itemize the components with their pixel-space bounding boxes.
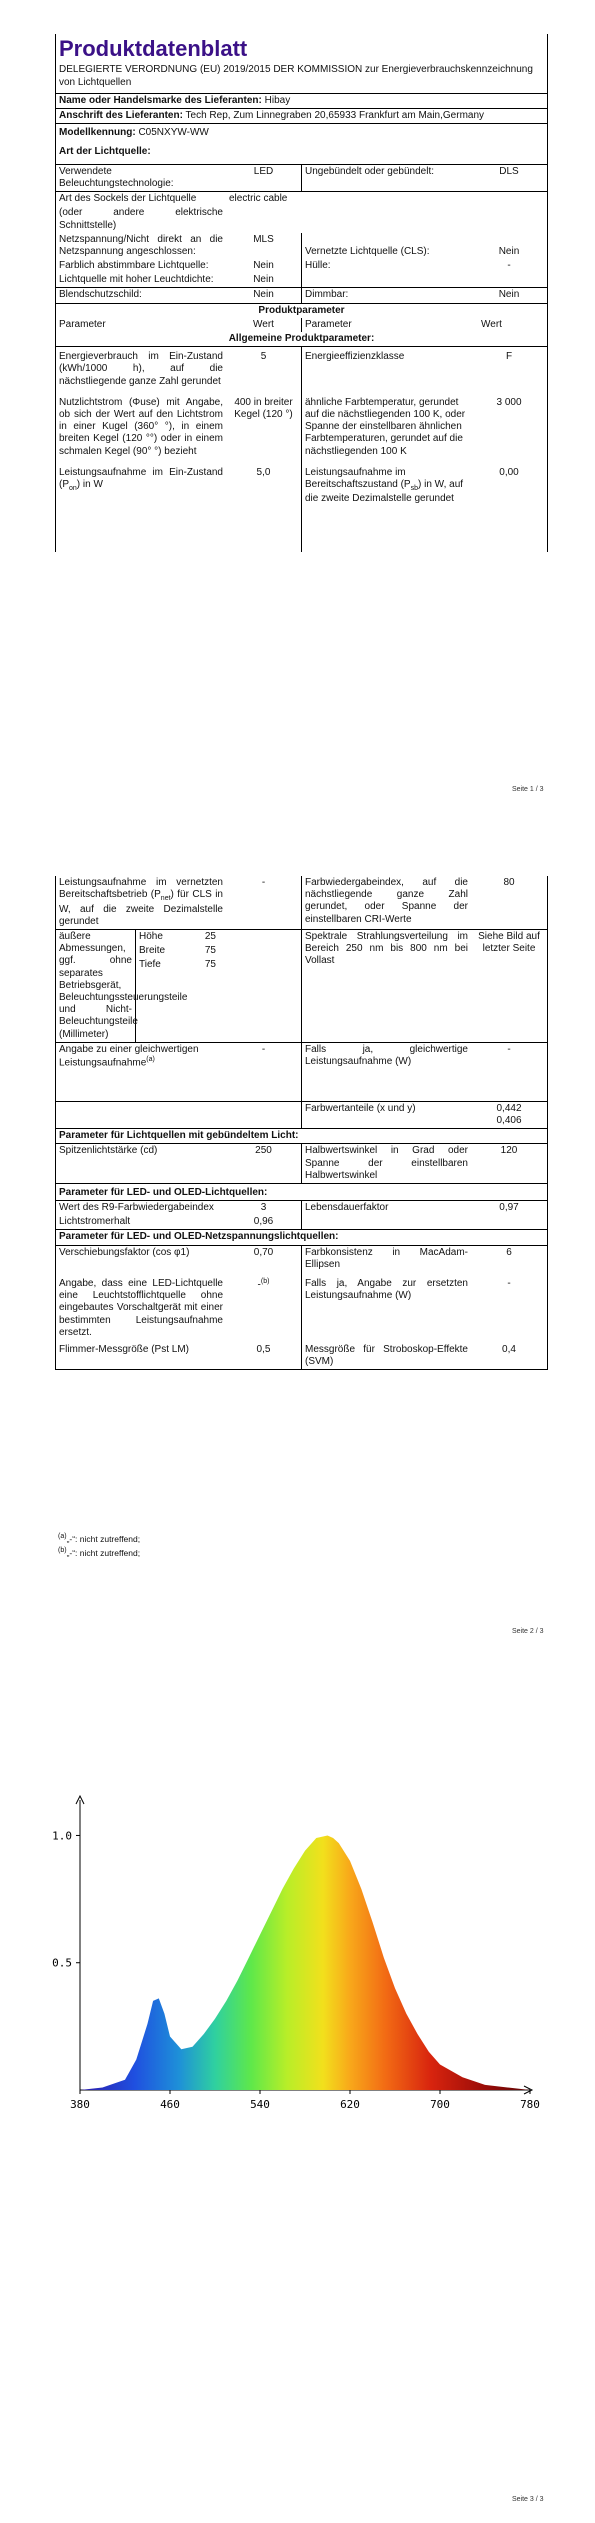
energy-value: 5 (260, 351, 267, 363)
cri-value: 80 (503, 877, 515, 888)
type-heading: Art der Lichtquelle: (59, 145, 151, 157)
r9-label: Wert des R9-Farbwiedergabeindex (59, 1202, 214, 1214)
flicker-label: Flimmer-Messgröße (Pst LM) (59, 1343, 190, 1355)
standby-value: 0,00 (499, 466, 519, 478)
macadam-value: 6 (506, 1246, 512, 1258)
dimmable-label: Dimmbar: (301, 288, 471, 302)
footnote-a: $^{(a)}$„-“: nicht zutreffend; (58, 1533, 141, 1544)
value-header-1: Wert (253, 318, 274, 330)
envelope-value: - (507, 260, 511, 272)
supplier-value: Hibay (264, 95, 291, 106)
spectral-distribution-chart (40, 1790, 560, 2130)
luminance-label: Lichtquelle mit hoher Leuchtdichte: (59, 274, 214, 286)
maintenance-label: Lichtstromerhalt (59, 1216, 131, 1228)
life-label: Lebensdauerfaktor (301, 1201, 471, 1215)
directional-value: DLS (499, 165, 519, 177)
retrofit-label: Angabe, dass eine LED-Lichtquelle eine Leuchtstofflichtquelle ohne eingebautes Vorschaltgerät mit einer bestimmten Leistungsaufnahme ersetzt. (59, 1278, 223, 1338)
energy-class-value: F (505, 351, 513, 363)
equivalent-power-label: Falls ja, gleichwertige Leistungsaufnahme (W) (301, 1043, 471, 1101)
x-tick-label: 620 (340, 2098, 360, 2111)
maintenance-value: 0,96 (253, 1216, 274, 1228)
x-tick-label: 540 (250, 2098, 270, 2111)
net-standby-value: - (261, 877, 266, 888)
page-number-1: Seite 1 / 3 (512, 786, 544, 793)
technology-label: Verwendete Beleuchtungstechnologie: (59, 165, 174, 189)
x-tick-labels (70, 2090, 540, 2111)
height-value: 25 (204, 931, 216, 943)
beam-value: 120 (500, 1145, 518, 1157)
peak-value: 250 (255, 1145, 272, 1157)
energy-label: Energieverbrauch im Ein-Zustand (kWh/1000 h), auf die nächstliegende ganze Zahl gerundet (59, 351, 223, 387)
y-tick-labels (52, 1829, 80, 1969)
y-tick-label: 0.5 (52, 1956, 72, 1970)
retrofit-value: -$^{(b)}$ (257, 1278, 270, 1291)
luminance-value: Nein (253, 274, 274, 286)
param-header-2: Parameter (301, 318, 471, 332)
directional-heading: Parameter für Lichtquellen mit gebündeltem Licht: (59, 1130, 299, 1142)
equivalent-value: - (261, 1043, 266, 1055)
tunable-value: Nein (253, 260, 274, 272)
spectral-value: Siehe Bild auf letzter Seite (478, 931, 540, 955)
spectrum-area (80, 1836, 530, 2091)
energy-class-label: Energieeffizienzklasse (301, 347, 471, 389)
height-label: Höhe (139, 931, 163, 943)
general-params-heading: Allgemeine Produktparameter: (228, 333, 375, 344)
power-value: 5,0 (256, 466, 271, 478)
cri-label: Farbwiedergabeindex, auf die nächstliegende ganze Zahl gerundet, oder Spanne der einstellbaren CRI-Werte (301, 876, 471, 929)
standby-label: Leistungsaufnahme im Bereitschaftszustand $(P_{sb})$ in W, auf die zweite Dezimalstelle gerundet (301, 459, 471, 552)
chromaticity-label: Farbwertanteile (x und y) (301, 1102, 471, 1128)
x-tick-label: 460 (160, 2098, 180, 2111)
equivalent-power-value: - (507, 1043, 511, 1055)
regulation-text: DELEGIERTE VERORDNUNG (EU) 2019/2015 DER KOMMISSION zur Energieverbrauchskennzeichnung von Lichtquellen (59, 64, 533, 88)
envelope-label: Hülle: (301, 259, 471, 273)
antiglare-label: Blendschutzschild: (59, 289, 142, 301)
footnote-b: $^{(b)}$„-“: nicht zutreffend; (58, 1546, 141, 1558)
mains-value: MLS (253, 233, 274, 245)
life-value: 0,97 (499, 1202, 519, 1214)
page-number-3: Seite 3 / 3 (512, 2496, 544, 2503)
retrofit-power-label: Falls ja, Angabe zur ersetzten Leistungsaufnahme (W) (301, 1272, 471, 1340)
technology-value: LED (253, 165, 274, 177)
retrofit-power-value: - (507, 1278, 511, 1290)
x-tick-label: 700 (430, 2098, 450, 2111)
param-header-1: Parameter (59, 318, 106, 330)
svm-label: Messgröße für Stroboskop-Effekte (SVM) (301, 1340, 471, 1369)
macadam-label: Farbkonsistenz in MacAdam-Ellipsen (301, 1246, 471, 1272)
power-factor-label: Verschiebungsfaktor (cos φ1) (59, 1246, 190, 1258)
chromaticity-x: 0,442 (496, 1102, 522, 1114)
antiglare-value: Nein (253, 289, 274, 301)
led-heading: Parameter für LED- und OLED-Lichtquellen: (59, 1186, 268, 1198)
tunable-label: Farblich abstimmbare Lichtquelle: (59, 260, 209, 272)
width-label: Breite (139, 945, 166, 957)
spectral-label: Spektrale Strahlungsverteilung im Bereich 250 nm bis 800 nm bei Vollast (301, 930, 471, 1042)
supplier-label: Name oder Handelsmarke des Lieferanten: (59, 95, 262, 106)
page-title: Produktdatenblatt (59, 36, 248, 61)
model-label: Modellkennung: (59, 127, 136, 139)
address-label: Anschrift des Lieferanten: (59, 110, 183, 122)
power-factor-value: 0,70 (253, 1246, 274, 1258)
cap-label: Art des Sockels der Lichtquelle (59, 193, 197, 205)
peak-label: Spitzenlichtstärke (cd) (59, 1145, 158, 1157)
value-header-2: Wert (481, 318, 502, 330)
y-tick-label: 1.0 (52, 1829, 72, 1843)
net-standby-label: Leistungsaufnahme im vernetzten Bereitschaftsbetrieb $(P_{net})$ für CLS in W, auf die zweite Dezimalstelle gerundet (59, 877, 223, 927)
spectrum-area-group (80, 1835, 530, 2090)
cct-value: 3 000 (496, 396, 522, 408)
width-value: 75 (204, 945, 216, 957)
directional-label: Ungebündelt oder gebündelt: (301, 165, 471, 191)
svm-value: 0,4 (502, 1343, 516, 1355)
cls-label: Vernetzte Lichtquelle (CLS): (301, 233, 471, 259)
model-value: C05NXYW-WW (138, 127, 209, 139)
cct-label: ähnliche Farbtemperatur, gerundet auf die nächstliegenden 100 K, oder Spanne der einstellbaren ähnlichen Farbtemperaturen, gerundet auf die nächstliegenden 100 K (301, 389, 471, 459)
mains-heading: Parameter für LED- und OLED-Netzspannungslichtquellen: (59, 1231, 339, 1243)
dimensions-label: äußere Abmessungen, ggf. ohne separates Betriebsgerät, Beleuchtungssteuerungsteile und Nicht-Beleuchtungsteile (Millimeter) (56, 930, 136, 1042)
address-value: Tech Rep, Zum Linnegraben 20,65933 Frankfurt am Main,Germany (185, 110, 485, 122)
cap-label-2: (oder andere elektrische Schnittstelle) (59, 207, 223, 231)
depth-label: Tiefe (139, 959, 161, 971)
flux-label: Nutzlichtstrom (Φuse) mit Angabe, ob sich der Wert auf den Lichtstrom in einer Kugel (360° °), in einem breiten Kegel (120 °°) oder in einem schmalen Kegel (90° °) bezieht (59, 396, 223, 457)
mains-label: Netzspannung/Nicht direkt an die Netzspannung angeschlossen: (59, 233, 223, 257)
x-tick-label: 780 (520, 2098, 540, 2111)
power-label: Leistungsaufnahme im Ein-Zustand $(P_{on})$ in W (59, 466, 223, 492)
flicker-value: 0,5 (256, 1343, 271, 1355)
flux-value: 400 in breiter Kegel (120 °) (234, 396, 293, 420)
cls-value: Nein (498, 245, 520, 257)
cap-value: electric cable (229, 193, 288, 205)
x-tick-label: 380 (70, 2098, 90, 2111)
product-params-heading: Produktparameter (258, 304, 345, 316)
page-number-2: Seite 2 / 3 (512, 1628, 544, 1635)
equivalent-label: Angabe zu einer gleichwertigen Leistungsaufnahme$^{(a)}$ (59, 1043, 199, 1069)
r9-value: 3 (260, 1202, 267, 1214)
dimmable-value: Nein (498, 289, 520, 301)
depth-value: 75 (204, 959, 216, 971)
beam-label: Halbwertswinkel in Grad oder Spanne der einstellbaren Halbwertswinkel (301, 1144, 471, 1183)
chromaticity-y: 0,406 (496, 1114, 522, 1126)
